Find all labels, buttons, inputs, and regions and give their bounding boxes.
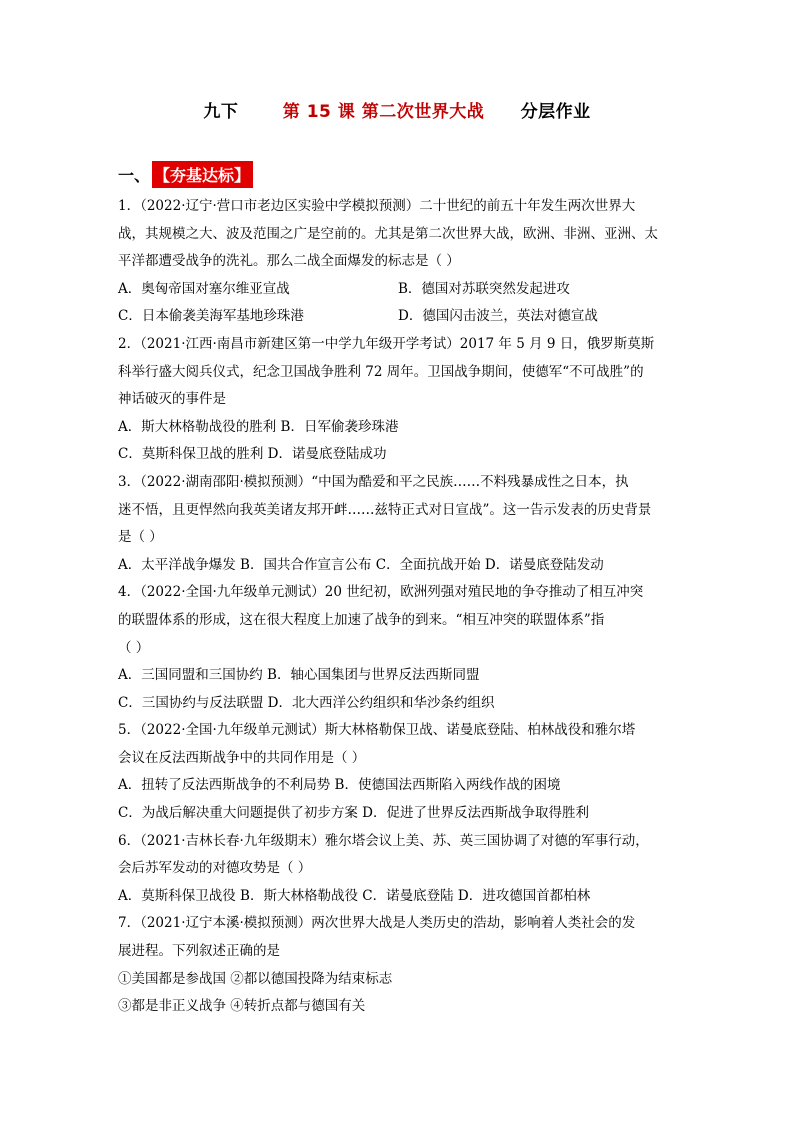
question-4-options-1: A．三国同盟和三国协约 B．轴心国集团与世界反法西斯同盟 bbox=[118, 667, 480, 684]
question-7-line-2: 展进程。下列叙述正确的是 bbox=[118, 943, 280, 960]
question-3-line-1: 3．（2022·湖南邵阳·模拟预测）“中国为酷爱和平之民族……不料残暴成性之日本，执 bbox=[118, 473, 629, 490]
title-homework: 分层作业 bbox=[520, 102, 591, 122]
question-3-line-2: 迷不悟，且更悍然向我英美诸友邦开衅……兹特正式对日宣战”。这一告示发表的历史背景 bbox=[118, 501, 652, 518]
question-2-line-3: 神话破灭的事件是 bbox=[118, 391, 226, 408]
question-6-line-2: 会后苏军发动的对德攻势是（ ） bbox=[118, 860, 312, 877]
question-1-option-c: C．日本偷袭美海军基地珍珠港 bbox=[118, 308, 304, 325]
question-1-options-row-1 bbox=[118, 276, 683, 304]
question-5-line-2: 会议在反法西斯战争中的共同作用是（ ） bbox=[118, 749, 366, 766]
question-1-line-2: 战，其规模之大、波及范围之广是空前的。尤其是第二次世界大战，欧洲、非洲、亚洲、太 bbox=[118, 225, 658, 242]
title-grade: 九下 bbox=[203, 102, 239, 122]
question-2-options-1: A．斯大林格勒战役的胜利 B．日军偷袭珍珠港 bbox=[118, 418, 399, 435]
question-1-line-3: 平洋都遭受战争的洗礼。那么二战全面爆发的标志是（ ） bbox=[118, 253, 460, 270]
question-3-options-1: A．太平洋战争爆发 B．国共合作宣言公布 C．全面抗战开始 D．诺曼底登陆发动 bbox=[118, 556, 604, 573]
section-badge: 【夯基达标】 bbox=[152, 161, 253, 188]
question-7-line-1: 7．（2021·辽宁本溪·模拟预测）两次世界大战是人类历史的浩劫，影响着人类社会的发 bbox=[118, 915, 636, 932]
title-lesson: 第 15 课 第二次世界大战 bbox=[282, 102, 485, 122]
question-7-statements-2: ③都是非正义战争 ④转折点都与德国有关 bbox=[118, 998, 366, 1015]
question-2-line-1: 2．（2021·江西·南昌市新建区第一中学九年级开学考试）2017 年 5 月 9 日，俄罗斯莫斯 bbox=[118, 335, 655, 352]
section-heading bbox=[118, 161, 253, 188]
question-1-option-a: A．奥匈帝国对塞尔维亚宣战 bbox=[118, 280, 290, 297]
question-1-line-1: 1．（2022·辽宁·营口市老边区实验中学模拟预测）二十世纪的前五十年发生两次世界大 bbox=[118, 198, 636, 214]
section-prefix: 一、 bbox=[118, 166, 151, 185]
question-2-options-2: C．莫斯科保卫战的胜利 D．诺曼底登陆成功 bbox=[118, 446, 387, 463]
question-6-options-1: A．莫斯科保卫战役 B．斯大林格勒战役 C．诺曼底登陆 D．进攻德国首都柏林 bbox=[118, 887, 591, 904]
question-2-line-2: 科举行盛大阅兵仪式，纪念卫国战争胜利 72 周年。卫国战争期间，使德军“不可战胜”的 bbox=[118, 363, 644, 380]
question-1-options-row-2 bbox=[118, 303, 683, 331]
question-list bbox=[118, 193, 683, 1021]
page-title bbox=[0, 97, 794, 122]
question-6-line-1: 6．（2021·吉林长春·九年级期末）雅尔塔会议上美、苏、英三国协调了对德的军事行动， bbox=[118, 832, 649, 849]
question-5-options-1: A．扭转了反法西斯战争的不利局势 B．使德国法西斯陷入两线作战的困境 bbox=[118, 777, 561, 794]
question-5-options-2: C．为战后解决重大问题提供了初步方案 D．促进了世界反法西斯战争取得胜利 bbox=[118, 805, 589, 822]
question-4-line-2: 的联盟体系的形成，这在很大程度上加速了战争的到来。“相互冲突的联盟体系”指 bbox=[118, 611, 605, 628]
question-4-options-2: C．三国协约与反法联盟 D．北大西洋公约组织和华沙条约组织 bbox=[118, 694, 495, 711]
question-4-line-1: 4．（2022·全国·九年级单元测试）20 世纪初，欧洲列强对殖民地的争夺推动了相互冲突 bbox=[118, 584, 644, 601]
question-7-statements-1: ①美国都是参战国 ②都以德国投降为结束标志 bbox=[118, 970, 393, 987]
question-4-line-3: （ ） bbox=[118, 639, 150, 656]
question-1-option-b: B．德国对苏联突然发起进攻 bbox=[398, 280, 570, 297]
question-1-option-d: D．德国闪击波兰，英法对德宣战 bbox=[398, 308, 598, 325]
question-5-line-1: 5．（2022·全国·九年级单元测试）斯大林格勒保卫战、诺曼底登陆、柏林战役和雅尔塔 bbox=[118, 722, 636, 739]
question-3-line-3: 是（ ） bbox=[118, 529, 163, 546]
